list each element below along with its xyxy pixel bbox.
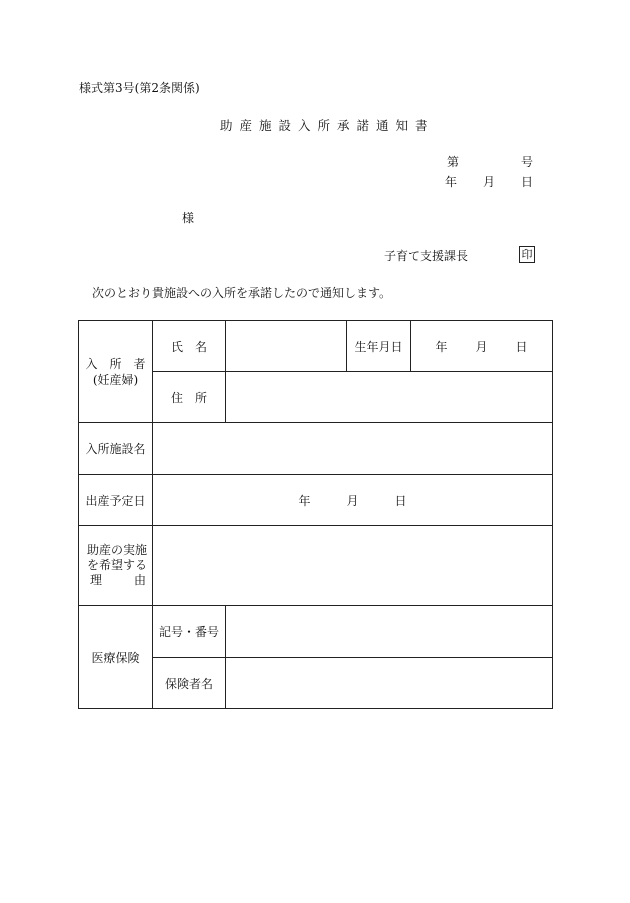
address-field[interactable]: [226, 372, 553, 423]
reason-label: 助産の実施 を希望する 理 由: [79, 526, 153, 606]
number-suffix: 号: [520, 155, 533, 169]
insurer-field[interactable]: [226, 658, 553, 709]
table-row: [79, 423, 553, 475]
form-number: 様式第3号(第2条関係): [79, 81, 200, 95]
address-label: 住 所: [153, 372, 226, 423]
info-table: [78, 320, 553, 709]
due-date-field[interactable]: 年 月 日: [153, 475, 553, 526]
symbol-number-field[interactable]: [226, 606, 553, 658]
date-month: 月: [482, 175, 495, 189]
name-label: 氏 名: [153, 321, 226, 372]
issuer-title: 子育て支援課長: [384, 249, 469, 263]
due-date-label: 出産予定日: [79, 475, 153, 526]
document-date-row: [445, 176, 533, 188]
date-year: 年: [444, 175, 457, 189]
date-day: 日: [520, 175, 533, 189]
reason-field[interactable]: [153, 526, 553, 606]
number-prefix: 第: [446, 155, 459, 169]
table-row: [79, 475, 553, 526]
document-number-row: [447, 156, 533, 168]
symbol-number-label: 記号・番号: [153, 606, 226, 658]
name-field[interactable]: [226, 321, 347, 372]
birthdate-field[interactable]: 年 月 日: [411, 321, 553, 372]
recipient-honorific: 様: [182, 211, 195, 225]
seal-mark: 印: [519, 246, 535, 263]
table-row: [79, 606, 553, 658]
document-title: 助産施設入所承諾通知書: [220, 118, 435, 133]
table-row: [79, 526, 553, 606]
resident-label: 入 所 者 (妊産婦): [79, 321, 153, 423]
notice-text: 次のとおり貴施設への入所を承諾したので通知します。: [92, 286, 392, 300]
facility-field[interactable]: [153, 423, 553, 475]
birthdate-label: 生年月日: [347, 321, 411, 372]
insurance-label: 医療保険: [79, 606, 153, 709]
facility-label: 入所施設名: [79, 423, 153, 475]
insurer-label: 保険者名: [153, 658, 226, 709]
table-row: [79, 321, 553, 372]
